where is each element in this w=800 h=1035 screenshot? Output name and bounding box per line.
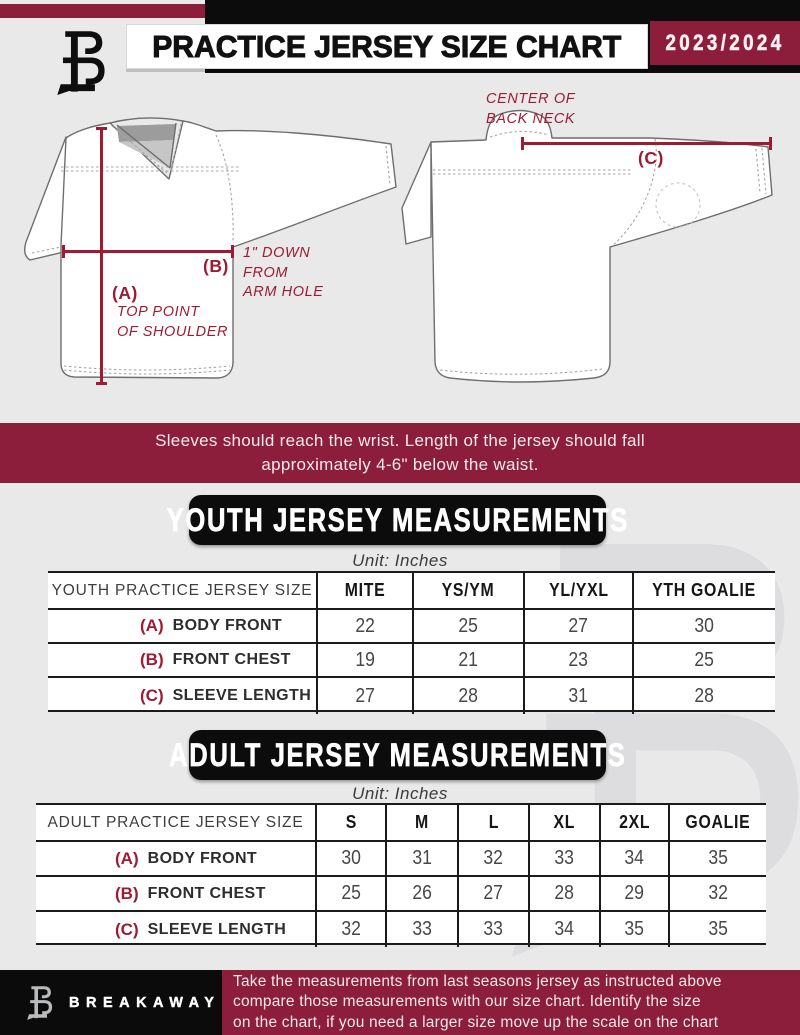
youth-unit-label: Unit: Inches: [352, 551, 448, 570]
label-b-caption: 1" DOWN FROM ARM HOLE: [243, 245, 324, 300]
table-cell: 32: [457, 842, 528, 877]
youth-col-header: YL/YXL: [523, 573, 632, 610]
youth-col-header: YTH GOALIE: [632, 573, 775, 610]
table-cell: 33: [385, 912, 457, 947]
table-cell: 33: [457, 912, 528, 947]
youth-table-label-header: YOUTH PRACTICE JERSEY SIZE: [48, 573, 316, 610]
adult-table-label-header: ADULT PRACTICE JERSEY SIZE: [36, 805, 315, 842]
youth-row-label: (C) SLEEVE LENGTH: [140, 686, 312, 705]
fit-notice-banner: [0, 423, 800, 483]
adult-row-label: (C) SLEEVE LENGTH: [115, 919, 287, 939]
adult-size-table: [36, 803, 766, 945]
youth-row-label: (B) FRONT CHEST: [48, 644, 316, 678]
table-cell: 25: [315, 877, 385, 912]
table-cell: 26: [385, 877, 457, 912]
table-cell: 35: [599, 912, 668, 947]
table-cell: 29: [599, 877, 668, 912]
measure-line-a: [100, 127, 103, 385]
adult-col-header: 2XL: [599, 805, 668, 842]
table-cell: 30: [315, 842, 385, 877]
adult-section-header: [168, 730, 627, 780]
table-cell: 28: [412, 678, 523, 714]
table-cell: 27: [316, 678, 412, 714]
label-a-caption: TOP POINT OF SHOULDER: [117, 304, 229, 340]
page-title-box: [126, 24, 648, 69]
table-cell: 27: [523, 610, 632, 644]
breakaway-footer-logo: [26, 984, 56, 1021]
measure-line-c: [521, 142, 772, 145]
youth-col-header: MITE: [316, 573, 412, 610]
table-cell: 25: [412, 610, 523, 644]
footer-instruction-line: Take the measurements from last seasons jersey as instructed above: [233, 972, 722, 990]
table-cell: 21: [412, 644, 523, 678]
table-cell: 22: [316, 610, 412, 644]
table-cell: 35: [668, 842, 766, 877]
table-cell: 19: [316, 644, 412, 678]
youth-row-label: (A) BODY FRONT: [48, 610, 316, 644]
table-cell: 23: [523, 644, 632, 678]
breakaway-logo: [55, 27, 112, 97]
adult-unit-label: Unit: Inches: [352, 784, 448, 803]
footer-instructions: [222, 970, 800, 1035]
fit-notice-line2: approximately 4-6" below the waist.: [261, 455, 539, 474]
label-a: (A): [112, 283, 138, 303]
youth-col-header: YS/YM: [412, 573, 523, 610]
measure-line-b: [62, 250, 234, 253]
youth-section-title: YOUTH JERSEY MEASUREMENTS: [166, 501, 629, 538]
fit-notice-line1: Sleeves should reach the wrist. Length of the jersey should fall: [155, 430, 645, 450]
table-cell: 31: [385, 842, 457, 877]
season-label: 2023/2024: [665, 30, 785, 55]
table-cell: 34: [528, 912, 599, 947]
label-c: (C): [638, 148, 664, 168]
footer-instruction-line: on the chart, if you need a larger size move up the scale on the chart: [233, 1013, 719, 1031]
jersey-back-diagram: [400, 90, 795, 410]
label-c-caption: CENTER OF BACK NECK: [486, 91, 576, 127]
table-cell: 30: [632, 610, 775, 644]
season-box: [650, 21, 800, 65]
adult-col-header: M: [385, 805, 457, 842]
brand-name: BREAKAWAY: [69, 994, 221, 1011]
table-cell: 28: [632, 678, 775, 714]
label-b: (B): [203, 256, 229, 276]
table-cell: 27: [457, 877, 528, 912]
header-maroon-strip: [0, 4, 205, 18]
table-cell: 32: [668, 877, 766, 912]
page-title: PRACTICE JERSEY SIZE CHART: [152, 28, 622, 64]
adult-col-header: S: [315, 805, 385, 842]
table-cell: 34: [599, 842, 668, 877]
table-cell: 25: [632, 644, 775, 678]
youth-size-table: [48, 571, 775, 712]
adult-col-header: XL: [528, 805, 599, 842]
table-cell: 33: [528, 842, 599, 877]
table-cell: 32: [315, 912, 385, 947]
footer-instruction-line: compare those measurements with our size chart. Identify the size: [233, 993, 701, 1011]
youth-section-header: [166, 495, 629, 545]
adult-col-header: L: [457, 805, 528, 842]
table-cell: 31: [523, 678, 632, 714]
adult-col-header: GOALIE: [668, 805, 766, 842]
back-body: [431, 111, 772, 383]
adult-section-title: ADULT JERSEY MEASUREMENTS: [168, 736, 627, 773]
table-cell: 35: [668, 912, 766, 947]
adult-row-label: (B) FRONT CHEST: [36, 877, 315, 912]
footer-brand-box: [0, 970, 222, 1035]
table-cell: 28: [528, 877, 599, 912]
adult-row-label: (A) BODY FRONT: [36, 842, 315, 877]
